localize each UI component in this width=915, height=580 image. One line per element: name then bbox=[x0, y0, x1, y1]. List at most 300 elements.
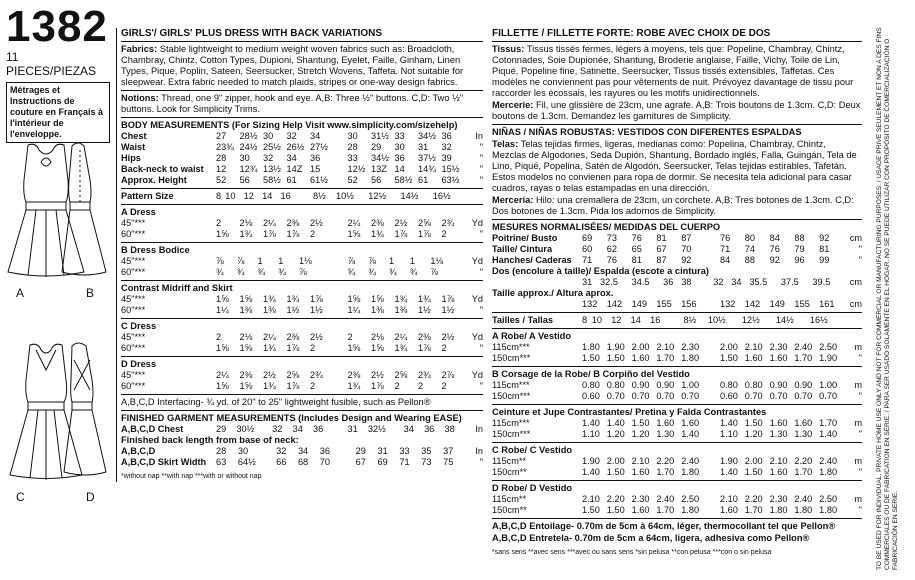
value-cell: 23¾ bbox=[216, 142, 234, 152]
value-cell: 1⅜ bbox=[263, 305, 276, 315]
value-cell: 63 bbox=[216, 457, 227, 467]
value-cell: ¾ bbox=[278, 267, 286, 277]
unit-cell: " bbox=[479, 457, 483, 467]
row-label: Hips bbox=[121, 153, 141, 163]
row-label: Waist bbox=[121, 142, 146, 152]
value-cell: 1⅛ bbox=[298, 256, 312, 266]
value-cell: 14 bbox=[262, 191, 273, 201]
value-cell: 12¾ bbox=[239, 164, 258, 174]
yardage-section-table bbox=[492, 342, 862, 364]
value-cell: 63½ bbox=[441, 175, 460, 185]
row-label: 60"*** bbox=[121, 229, 146, 239]
value-cell: 0.70 bbox=[744, 391, 763, 401]
taille-label: Taille approx./ Altura aprox. bbox=[492, 288, 614, 298]
value-cell: 76 bbox=[719, 233, 731, 243]
spacer-cell bbox=[299, 191, 313, 202]
value-cell: 29 bbox=[371, 142, 382, 152]
value-cell: 2.30 bbox=[769, 342, 788, 352]
spacer-cell bbox=[706, 299, 720, 310]
value-cell: 30½ bbox=[236, 424, 255, 434]
unit-cell: m bbox=[854, 418, 862, 428]
figure-label-b: B bbox=[86, 286, 95, 300]
value-cell: 65 bbox=[631, 244, 642, 254]
spacer-cell bbox=[334, 164, 348, 175]
value-cell: 1⅝ bbox=[371, 343, 384, 353]
value-cell: 1.00 bbox=[819, 380, 838, 390]
row-label: 45"*** bbox=[121, 332, 146, 342]
envelope-header bbox=[6, 2, 110, 143]
row-label: 45"*** bbox=[121, 294, 146, 304]
value-cell: 1¾ bbox=[394, 294, 408, 304]
table-row bbox=[121, 457, 483, 468]
value-cell: 1⅞ bbox=[310, 294, 323, 304]
value-cell: 1½ bbox=[418, 305, 431, 315]
value-cell: 2⅜ bbox=[239, 370, 253, 380]
yardage-section-title: B Corsage de la Robe/ B Corpiño del Vestido bbox=[492, 369, 690, 379]
value-cell: 1¾ bbox=[347, 381, 361, 391]
spacer-cell bbox=[706, 467, 720, 478]
value-cell: 38 bbox=[681, 277, 692, 287]
metric-footnote: *sans sens **avec sens ***avec ou sans sens *sin pelusa **con pelusa ***con o sin pelusa bbox=[492, 549, 772, 556]
value-cell: 1.60 bbox=[769, 418, 788, 428]
value-cell: 26½ bbox=[286, 142, 305, 152]
value-cell: 2.10 bbox=[631, 456, 650, 466]
value-cell: 1¾ bbox=[286, 294, 300, 304]
yardage-section-table bbox=[121, 294, 483, 316]
value-cell: 70 bbox=[681, 244, 692, 254]
value-cell: 142 bbox=[744, 299, 761, 309]
french-instructions-note: Métrages et Instructions de couture en Français à l'intérieur de l'enveloppe. bbox=[6, 82, 110, 143]
notions-paragraph: Notions: Thread, one 9" zipper, hook and eye. A,B: Three ½" buttons. C,D: Two ½" buttons. Look for Simplicity Trims. bbox=[121, 93, 464, 114]
value-cell: 31½ bbox=[371, 131, 389, 141]
yardage-section-title: Contrast Midriff and Skirt bbox=[121, 283, 233, 293]
table-row bbox=[121, 424, 483, 435]
value-cell: 2 bbox=[310, 343, 316, 353]
value-cell: 1½ bbox=[310, 305, 323, 315]
value-cell: 56 bbox=[239, 175, 250, 185]
value-cell: 33 bbox=[394, 131, 405, 141]
value-cell: 1.60 bbox=[656, 418, 675, 428]
spacer-cell bbox=[334, 229, 348, 240]
value-cell: 2.10 bbox=[582, 494, 600, 504]
value-cell: 1⅝ bbox=[216, 294, 229, 304]
value-cell: 2.10 bbox=[719, 494, 738, 504]
value-cell: 1⅝ bbox=[216, 343, 229, 353]
value-cell: 2¾ bbox=[418, 370, 431, 380]
value-cell: 1½ bbox=[441, 305, 455, 315]
value-cell: 1.50 bbox=[582, 353, 600, 363]
value-cell: 2.50 bbox=[681, 494, 700, 504]
row-label: 60"*** bbox=[121, 267, 146, 277]
table-row bbox=[121, 267, 483, 278]
value-cell: 1⅝ bbox=[347, 294, 361, 304]
value-cell: ¾ bbox=[257, 267, 266, 277]
value-cell: 149 bbox=[631, 299, 647, 309]
value-cell: 1.80 bbox=[794, 505, 813, 515]
row-label: Hanches/ Caderas bbox=[492, 255, 572, 265]
value-cell: 2¼ bbox=[263, 218, 276, 228]
value-cell: 30 bbox=[237, 446, 249, 456]
dress-illustrations bbox=[6, 140, 110, 560]
value-cell: 1.50 bbox=[631, 418, 650, 428]
value-cell: 2⅜ bbox=[286, 218, 300, 228]
table-row bbox=[121, 191, 483, 202]
value-cell: 1⅞ bbox=[394, 229, 408, 239]
row-label: A,B,C,D Chest bbox=[121, 424, 184, 434]
value-cell: 2¼ bbox=[216, 370, 229, 380]
value-cell: 2½ bbox=[371, 370, 384, 380]
row-label: Approx. Height bbox=[121, 175, 187, 185]
value-cell: 61 bbox=[286, 175, 297, 185]
value-cell: 2 bbox=[418, 381, 424, 391]
value-cell: 1¾ bbox=[263, 294, 276, 304]
value-cell: 28 bbox=[216, 153, 227, 163]
value-cell: 1.70 bbox=[656, 353, 675, 363]
yardage-section-title: B Dress Bodice bbox=[121, 245, 190, 255]
value-cell: 2¼ bbox=[263, 332, 276, 342]
value-cell: 156 bbox=[681, 299, 697, 309]
table-row bbox=[492, 255, 862, 266]
value-cell: 30 bbox=[347, 131, 358, 141]
value-cell: 2½ bbox=[310, 218, 323, 228]
value-cell: 0.60 bbox=[719, 391, 738, 401]
value-cell: 1.50 bbox=[744, 467, 763, 477]
value-cell: 10 bbox=[591, 315, 602, 325]
value-cell: ⅞ bbox=[347, 256, 356, 266]
value-cell: ⅞ bbox=[216, 256, 224, 266]
spacer-cell bbox=[706, 456, 720, 467]
metric-yardage-table bbox=[492, 331, 862, 519]
value-cell: 61 bbox=[418, 175, 429, 185]
value-cell: 1.60 bbox=[631, 353, 650, 363]
value-cell: 1.70 bbox=[656, 505, 675, 515]
value-cell: 1.60 bbox=[769, 467, 788, 477]
value-cell: 14¾ bbox=[418, 164, 436, 174]
value-cell: 0.70 bbox=[819, 391, 838, 401]
value-cell: 13Z bbox=[371, 164, 387, 174]
row-label bbox=[492, 299, 582, 310]
row-label: 45"*** bbox=[121, 256, 146, 266]
table-row bbox=[492, 456, 862, 467]
value-cell: 2½ bbox=[394, 218, 408, 228]
unit-cell: " bbox=[858, 391, 862, 401]
unit-cell: cm bbox=[849, 299, 862, 309]
value-cell: 34 bbox=[286, 153, 297, 163]
value-cell: 2⅜ bbox=[371, 218, 384, 228]
value-cell: 1.20 bbox=[606, 429, 625, 439]
yardage-section-table bbox=[492, 456, 862, 478]
row-label: 150cm** bbox=[492, 467, 527, 477]
value-cell: 0.80 bbox=[582, 380, 600, 390]
dos-row bbox=[492, 277, 862, 288]
value-cell: ¾ bbox=[236, 267, 245, 277]
value-cell: 1.40 bbox=[582, 418, 600, 428]
value-cell: 1.00 bbox=[681, 380, 700, 390]
value-cell: 1.60 bbox=[681, 418, 700, 428]
value-cell: 84 bbox=[769, 233, 780, 243]
value-cell: 2 bbox=[310, 381, 316, 391]
pattern-size-row bbox=[121, 191, 483, 202]
english-title: GIRLS'/ GIRLS' PLUS DRESS WITH BACK VARIATIONS bbox=[121, 28, 483, 42]
value-cell: 58½ bbox=[394, 175, 413, 185]
value-cell: 155 bbox=[656, 299, 672, 309]
value-cell: 1.90 bbox=[819, 353, 838, 363]
value-cell: 1¼ bbox=[216, 305, 229, 315]
value-cell: 0.70 bbox=[606, 391, 625, 401]
value-cell: 87 bbox=[681, 233, 692, 243]
value-cell: 34 bbox=[731, 277, 742, 287]
value-cell: 30 bbox=[263, 131, 274, 141]
table-row bbox=[121, 305, 483, 316]
table-row bbox=[121, 446, 483, 457]
value-cell: 30 bbox=[239, 153, 250, 163]
value-cell: 16 bbox=[280, 191, 291, 201]
value-cell: 8 bbox=[582, 315, 588, 325]
value-cell: 88 bbox=[794, 233, 805, 243]
french-title: FILLETTE / FILLETTE FORTE: ROBE AVEC CHOIX DE DOS bbox=[492, 28, 862, 42]
value-cell: 1.80 bbox=[819, 505, 838, 515]
value-cell: 2⅝ bbox=[286, 370, 300, 380]
value-cell: 12 bbox=[243, 191, 254, 201]
value-cell: 36 bbox=[310, 153, 321, 163]
unit-cell: m bbox=[854, 456, 862, 466]
row-label: Pattern Size bbox=[121, 191, 174, 201]
unit-cell: In bbox=[475, 424, 483, 434]
value-cell: 0.70 bbox=[631, 391, 650, 401]
value-cell: 1.40 bbox=[681, 429, 700, 439]
value-cell: 1⅝ bbox=[239, 381, 253, 391]
value-cell: 1.20 bbox=[744, 429, 763, 439]
yardage-section-table bbox=[121, 370, 483, 392]
value-cell: 76 bbox=[631, 233, 642, 243]
value-cell: 36 bbox=[663, 277, 674, 287]
value-cell: 73 bbox=[421, 457, 432, 467]
spacer-cell bbox=[333, 424, 347, 435]
value-cell: 71 bbox=[582, 255, 593, 265]
value-cell: 32 bbox=[713, 277, 724, 287]
table-row bbox=[492, 467, 862, 478]
pieces-count: 11 PIECES/PIEZAS bbox=[6, 50, 97, 78]
value-cell: 35.5 bbox=[749, 277, 768, 287]
row-label: 115cm** bbox=[492, 494, 527, 504]
value-cell: 1.60 bbox=[631, 505, 650, 515]
value-cell: 155 bbox=[794, 299, 810, 309]
value-cell: 71 bbox=[399, 457, 410, 467]
value-cell: 2⅛ bbox=[239, 218, 253, 228]
value-cell: 8 bbox=[216, 191, 222, 201]
value-cell: 1 bbox=[278, 256, 284, 266]
unit-cell: In bbox=[475, 446, 483, 456]
unit-cell: Yd bbox=[471, 332, 483, 342]
value-cell: 36 bbox=[424, 424, 435, 434]
value-cell: 76 bbox=[606, 255, 618, 265]
value-cell: 1 bbox=[257, 256, 263, 266]
telas-paragraph: Telas: Telas tejidas firmes, ligeras, medianas como: Popelina, Chambray, Chintz, Mezclas de Algodones, Seda Dupión, Shantung, Bordado inglés, Falla, Guingán, Tela de Lino, Piqué, Popelina, Satén de Algodón, Seersucker, Telas tejidas estirables, Tafetán. Estos modelos no convienen para ropa de dormir. Se necesita tela adicional para casar cuadros, rayas o telas estampadas en una dirección. bbox=[492, 139, 857, 193]
row-label: 150cm*** bbox=[492, 429, 531, 439]
value-cell: 36 bbox=[394, 153, 405, 163]
table-row bbox=[492, 505, 862, 516]
value-cell: 2.40 bbox=[681, 456, 700, 466]
value-cell: 1.10 bbox=[719, 429, 738, 439]
unit-cell: " bbox=[858, 429, 862, 439]
value-cell: 1.50 bbox=[606, 353, 625, 363]
body-measurements-table bbox=[121, 131, 483, 186]
value-cell: 15 bbox=[310, 164, 321, 174]
value-cell: 81 bbox=[631, 255, 642, 265]
unit-cell: " bbox=[479, 153, 483, 163]
spacer-cell bbox=[334, 218, 348, 229]
value-cell: 31 bbox=[582, 277, 593, 287]
unit-cell: " bbox=[858, 467, 862, 477]
value-cell: 25½ bbox=[263, 142, 281, 152]
value-cell: 1.90 bbox=[582, 456, 600, 466]
value-cell: 14Z bbox=[286, 164, 303, 174]
value-cell: 1.60 bbox=[769, 353, 788, 363]
unit-cell: " bbox=[858, 505, 862, 515]
value-cell: 1⅜ bbox=[394, 305, 408, 315]
value-cell: 96 bbox=[794, 255, 805, 265]
yardage-table bbox=[121, 207, 483, 395]
spacer-cell bbox=[333, 267, 347, 278]
value-cell: 1.40 bbox=[582, 467, 600, 477]
table-row bbox=[492, 342, 862, 353]
value-cell: 61½ bbox=[310, 175, 328, 185]
yardage-section-table bbox=[121, 256, 483, 278]
value-cell: 2.40 bbox=[819, 456, 838, 466]
row-label: Poitrine/ Busto bbox=[492, 233, 558, 243]
row-label: 60"*** bbox=[121, 343, 146, 353]
value-cell: 1¾ bbox=[394, 343, 408, 353]
unit-cell: " bbox=[479, 267, 483, 277]
value-cell: 37 bbox=[443, 446, 454, 456]
value-cell: 87 bbox=[656, 255, 667, 265]
spacer-cell bbox=[706, 244, 720, 255]
value-cell: 37½ bbox=[418, 153, 436, 163]
row-label: Tailles / Tallas bbox=[492, 315, 553, 325]
entoilage-note: A,B,C,D Entoilage- 0.70m de 5cm à 64cm, léger, thermocollant tel que Pellon® bbox=[492, 521, 836, 531]
value-cell: 28 bbox=[347, 142, 358, 152]
value-cell: 32 bbox=[276, 446, 287, 456]
value-cell: 14 bbox=[394, 164, 405, 174]
dos-label: Dos (encolure à taille)/ Espalda (escote a cintura) bbox=[492, 266, 709, 276]
spacer-cell bbox=[706, 418, 720, 429]
yardage-section-title: A Robe/ A Vestido bbox=[492, 331, 572, 341]
entretela-note: A,B,C,D Entretela- 0.70m de 5cm a 64cm, ligera, adhesiva como Pellon® bbox=[492, 533, 810, 543]
finished-chest-table bbox=[121, 424, 483, 435]
value-cell: 28½ bbox=[239, 131, 258, 141]
table-row bbox=[492, 418, 862, 429]
value-cell: 81 bbox=[656, 233, 667, 243]
value-cell: 33 bbox=[347, 153, 358, 163]
value-cell: 2.00 bbox=[719, 342, 738, 352]
value-cell: 12½ bbox=[368, 191, 387, 201]
table-row bbox=[492, 299, 862, 310]
english-footnote: *without nap **with nap ***with or without nap bbox=[121, 473, 262, 480]
value-cell: 71 bbox=[719, 244, 731, 254]
value-cell: 37.5 bbox=[780, 277, 799, 287]
value-cell: 1.90 bbox=[719, 456, 738, 466]
value-cell: 1⅞ bbox=[418, 343, 431, 353]
spacer-cell bbox=[706, 380, 720, 391]
value-cell: 70 bbox=[319, 457, 331, 467]
value-cell: 2⅝ bbox=[418, 218, 431, 228]
value-cell: 0.80 bbox=[719, 380, 738, 390]
value-cell: 1.40 bbox=[719, 418, 738, 428]
value-cell: 36 bbox=[319, 446, 331, 456]
value-cell: 1.70 bbox=[794, 467, 813, 477]
spacer-cell bbox=[706, 391, 720, 402]
value-cell: 52 bbox=[347, 175, 358, 185]
row-label: Chest bbox=[121, 131, 147, 141]
table-row bbox=[492, 315, 862, 326]
value-cell: 1.40 bbox=[719, 467, 738, 477]
spacer-cell bbox=[670, 315, 684, 326]
value-cell: 142 bbox=[606, 299, 623, 309]
value-cell: 2.40 bbox=[656, 494, 675, 504]
value-cell: 34 bbox=[297, 446, 309, 456]
value-cell: 88 bbox=[744, 255, 756, 265]
value-cell: 2.20 bbox=[656, 456, 675, 466]
value-cell: 33 bbox=[399, 446, 410, 456]
value-cell: 32 bbox=[263, 153, 274, 163]
value-cell: 2.40 bbox=[794, 342, 813, 352]
row-label: 45"*** bbox=[121, 370, 146, 380]
table-row bbox=[121, 218, 483, 229]
yardage-section-title: D Dress bbox=[121, 359, 157, 369]
value-cell: 1⅜ bbox=[239, 305, 253, 315]
value-cell: 2½ bbox=[310, 332, 323, 342]
value-cell: 1⅝ bbox=[239, 343, 253, 353]
value-cell: 2 bbox=[441, 381, 447, 391]
value-cell: 149 bbox=[769, 299, 785, 309]
table-row bbox=[121, 175, 483, 186]
french-spanish-column bbox=[492, 28, 862, 558]
value-cell: 2.50 bbox=[819, 342, 838, 352]
finished-measurements-header: FINISHED GARMENT MEASUREMENTS (Includes Design and Wearing EASE) bbox=[121, 413, 462, 423]
value-cell: 32 bbox=[441, 142, 452, 152]
value-cell: 2⅞ bbox=[441, 370, 455, 380]
table-row bbox=[492, 353, 862, 364]
value-cell: 2.10 bbox=[744, 342, 763, 352]
value-cell: 80 bbox=[744, 233, 756, 243]
value-cell: 1⅞ bbox=[371, 381, 384, 391]
value-cell: 1⅝ bbox=[216, 381, 229, 391]
spacer-cell bbox=[334, 343, 348, 354]
row-label: Back-neck to waist bbox=[121, 164, 204, 174]
value-cell: 60 bbox=[582, 244, 593, 254]
value-cell: 12½ bbox=[741, 315, 760, 325]
value-cell: 16 bbox=[650, 315, 661, 325]
value-cell: 2⅛ bbox=[371, 332, 384, 342]
row-label: 115cm** bbox=[492, 456, 527, 466]
usage-disclaimer-text: TO BE USED FOR INDIVIDUAL, PRIVATE HOME USE ONLY AND NOT FOR COMMERCIAL OR MANUFACTURING PURPOSES. / USAGE PRIVE SEULEMENT ET NON A DES FINS COMMERCIALES OU DE FABRICATION EN SÉRIE. / PARA SER USADO SOLAMENTE EN EL HOGAR, NO SE PUEDE UTILIZAR CON PROPÓSITO DE COMERCIALIZACIÓN O FABRICACIÓN EN SERIE. bbox=[876, 27, 899, 570]
value-cell: 1¾ bbox=[239, 229, 253, 239]
value-cell: 1⅞ bbox=[418, 229, 431, 239]
body-measurements-header: BODY MEASUREMENTS (For Sizing Help Visit www.simplicity.com/sizehelp) bbox=[121, 120, 458, 130]
value-cell: 2 bbox=[394, 381, 400, 391]
value-cell: 1.50 bbox=[744, 418, 763, 428]
value-cell: 0.90 bbox=[656, 380, 675, 390]
unit-cell: In bbox=[475, 131, 483, 141]
value-cell: 58½ bbox=[263, 175, 281, 185]
value-cell: 1.70 bbox=[744, 505, 763, 515]
tissus-paragraph: Tissus: Tissus tissés fermes, légers à moyens, tels que: Popeline, Chambray, Chintz, Cotonnades, Soie Dupionée, Shantung, Broderie anglaise, Faille, Vichy, Toile de Lin, Piqué, Popeline fine, Satinette, Seersucker, Tissus tissés extensibles, Taffetas. Ces modèles ne conviennent pas pour vêtements de nuit. Prévoyez davantage de tissu pour raccorder les écossais, les rayures ou les motifs unidirectionnels. bbox=[492, 44, 854, 98]
value-cell: 2 bbox=[310, 229, 316, 239]
value-cell: 67 bbox=[355, 457, 366, 467]
value-cell: 1.30 bbox=[794, 429, 813, 439]
yardage-section-table bbox=[492, 380, 862, 402]
table-row bbox=[492, 233, 862, 244]
